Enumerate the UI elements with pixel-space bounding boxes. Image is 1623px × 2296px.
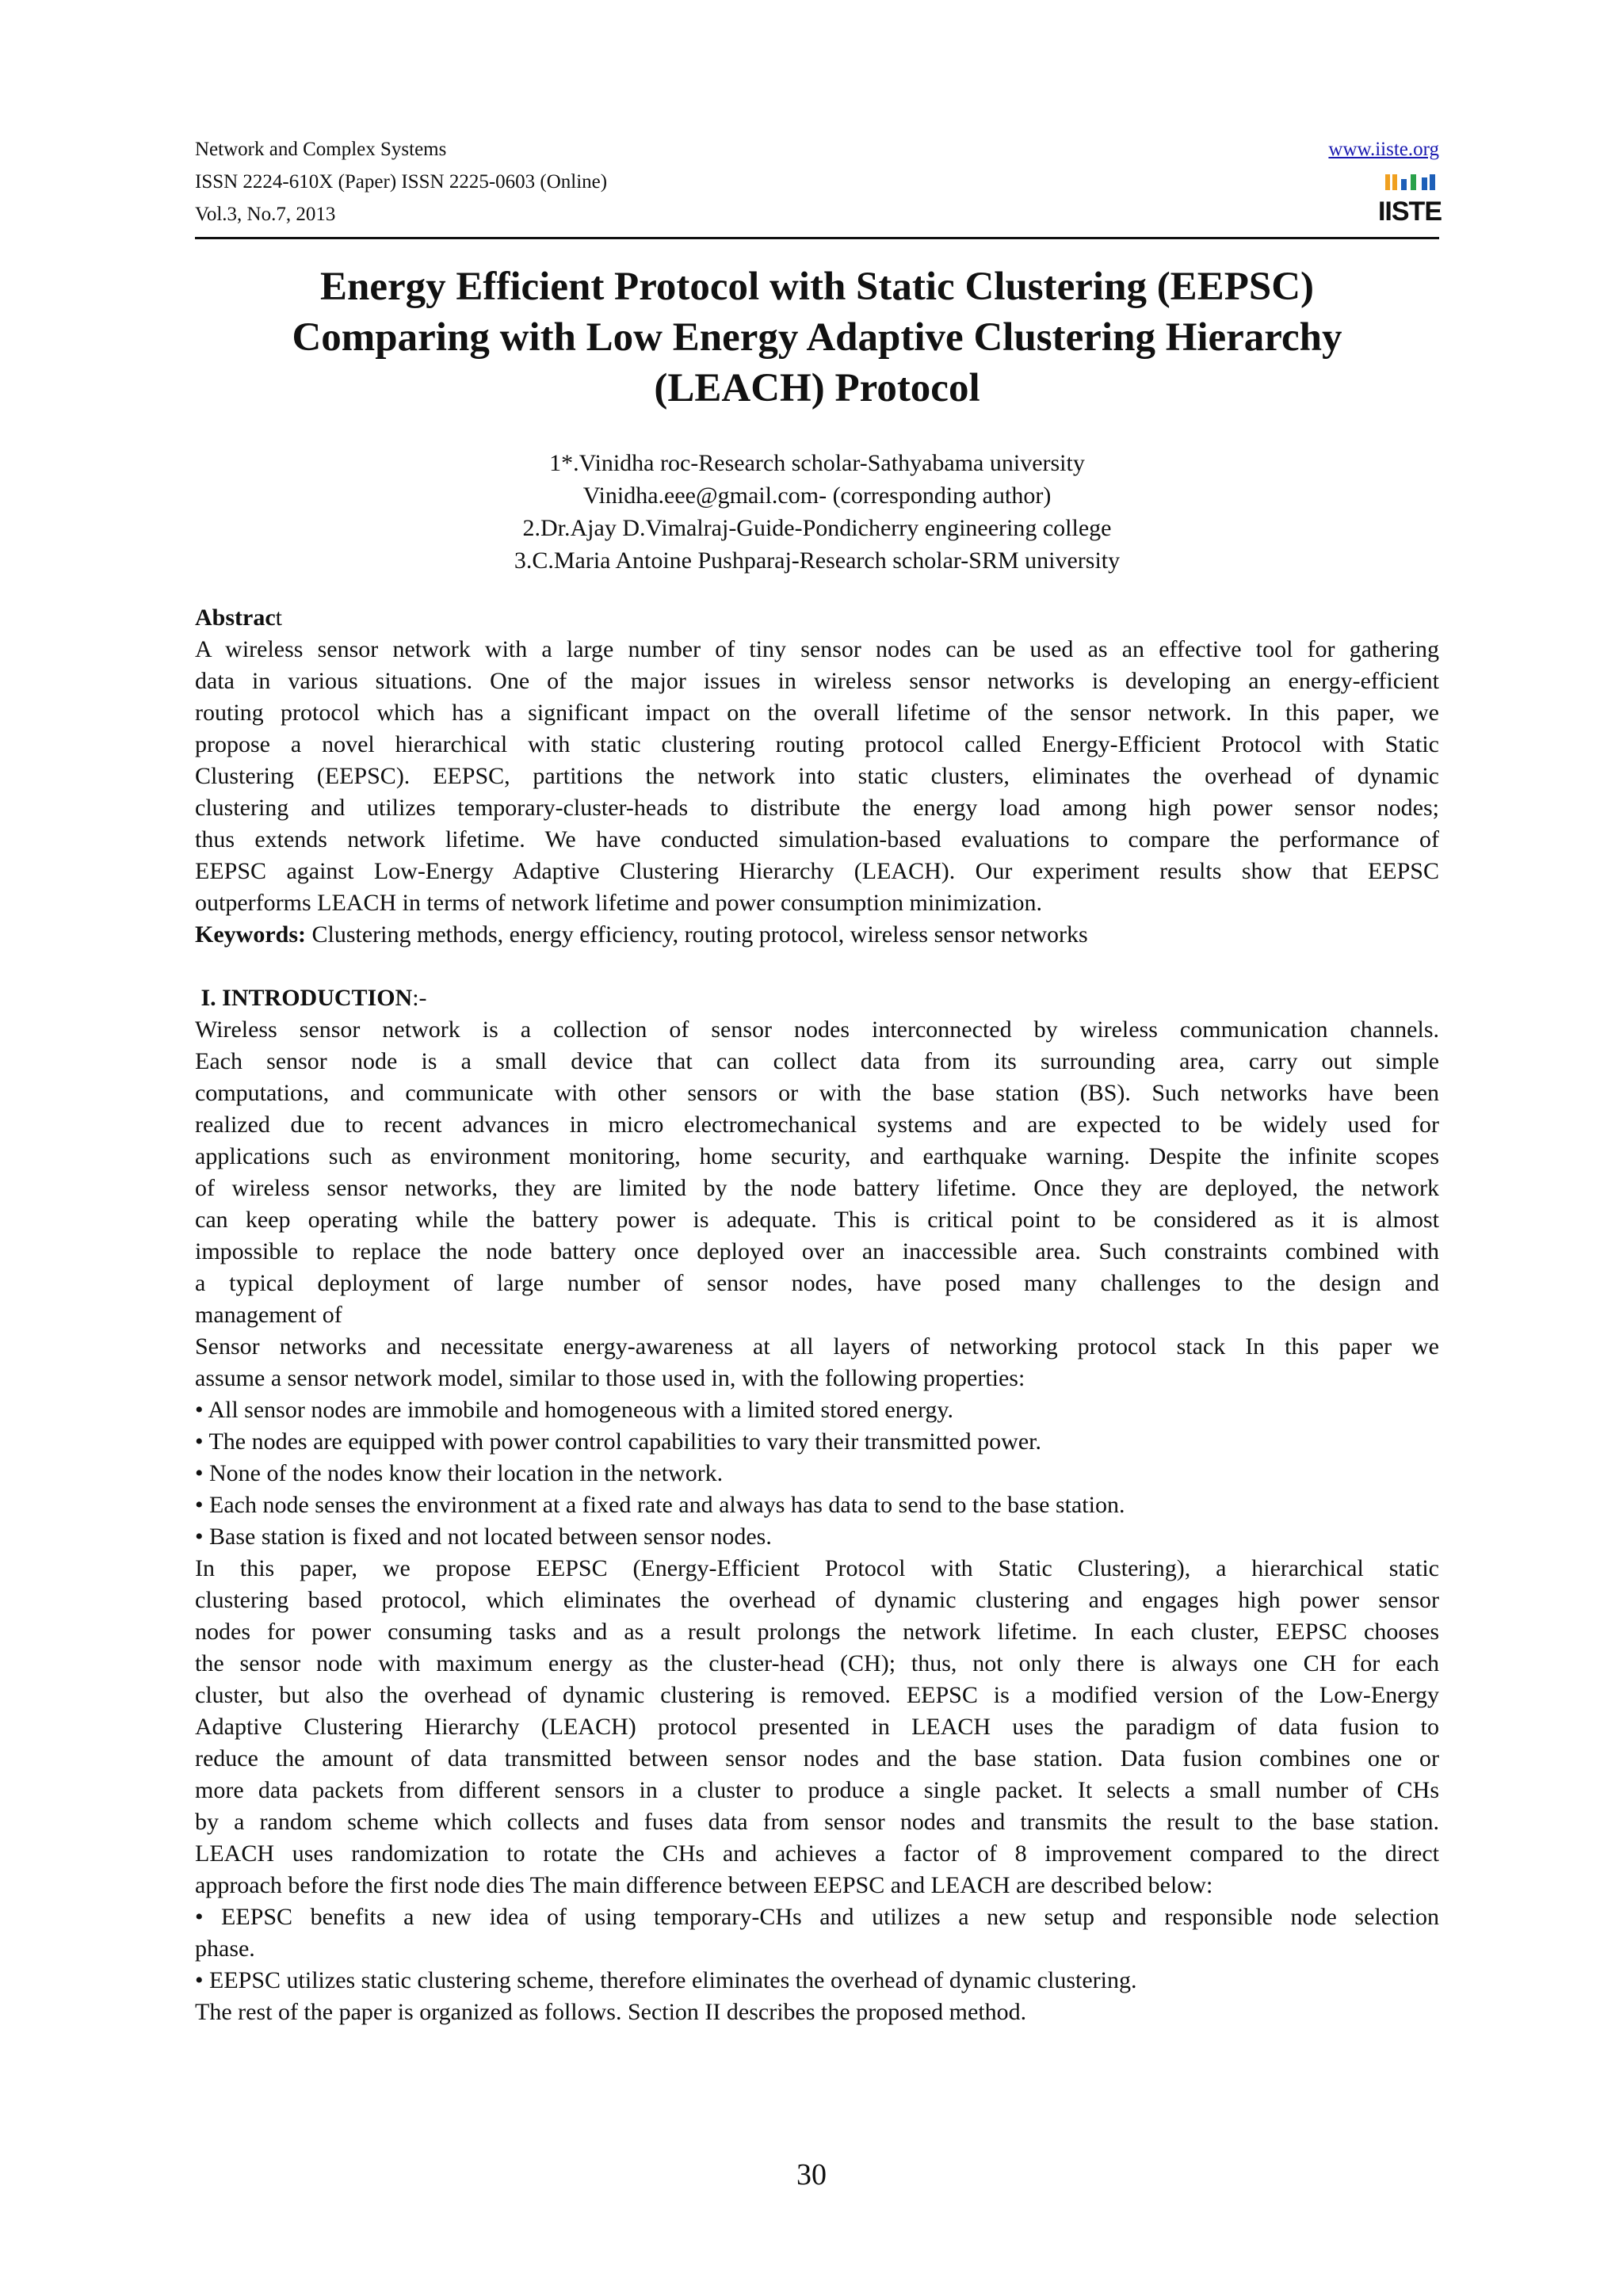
- text-line: EEPSC against Low-Energy Adaptive Clustering Hierarchy (LEACH). Our experiment results show that EEPSC: [195, 858, 1439, 884]
- intro-paragraph-2: [195, 1331, 1439, 1394]
- page-number: 30: [796, 2158, 827, 2191]
- text-line: applications such as environment monitoring, home security, and earthquake warning. Despite the infinite scopes: [195, 1143, 1439, 1169]
- differences-list: [195, 1901, 1439, 1997]
- section-gap: [195, 951, 1439, 982]
- list-item: • The nodes are equipped with power control capabilities to vary their transmitted power.: [195, 1428, 1041, 1455]
- svg-text:IISTE: IISTE: [1377, 196, 1442, 227]
- title-line: (LEACH) Protocol: [654, 366, 980, 410]
- text-line: reduce the amount of data transmitted between sensor nodes and the base station. Data fusion combines one or: [195, 1745, 1439, 1772]
- list-item: • EEPSC utilizes static clustering scheme, therefore eliminates the overhead of dynamic clustering.: [195, 1967, 1137, 1993]
- text-line: assume a sensor network model, similar to those used in, with the following properties:: [195, 1365, 1025, 1391]
- text-line: nodes for power consuming tasks and as a result prolongs the network lifetime. In each cluster, EEPSC chooses: [195, 1619, 1439, 1645]
- list-item: • Each node senses the environment at a fixed rate and always has data to send to the base station.: [195, 1492, 1125, 1518]
- abstract-paragraph: [195, 634, 1439, 919]
- closing-sentence: The rest of the paper is organized as follows. Section II describes the proposed method.: [195, 1999, 1027, 2025]
- issn-line: ISSN 2224-610X (Paper) ISSN 2225-0603 (Online): [195, 171, 608, 193]
- volume-line: Vol.3, No.7, 2013: [195, 204, 336, 225]
- author-block: [195, 447, 1439, 577]
- text-line: can keep operating while the battery power is adequate. This is critical point to be considered as it is almost: [195, 1207, 1439, 1233]
- text-line: In this paper, we propose EEPSC (Energy-Efficient Protocol with Static Clustering), a hierarchical static: [195, 1555, 1439, 1581]
- text-line: cluster, but also the overhead of dynamic clustering is removed. EEPSC is a modified version of the Low-Energy: [195, 1682, 1439, 1708]
- text-line: thus extends network lifetime. We have conducted simulation-based evaluations to compare the performance of: [195, 826, 1439, 852]
- text-line: Wireless sensor network is a collection of sensor nodes interconnected by wireless communication channels.: [195, 1016, 1439, 1043]
- journal-name: Network and Complex Systems: [195, 139, 447, 160]
- author-line: 1*.Vinidha roc-Research scholar-Sathyabama university: [549, 450, 1085, 476]
- text-line: propose a novel hierarchical with static clustering routing protocol called Energy-Efficient Protocol with Static: [195, 731, 1439, 757]
- paper-body: [195, 602, 1439, 2028]
- text-line: clustering based protocol, which eliminates the overhead of dynamic clustering and engages high power sensor: [195, 1587, 1439, 1613]
- list-item: • None of the nodes know their location in the network.: [195, 1460, 724, 1486]
- journal-url-link[interactable]: www.iiste.org: [1328, 139, 1439, 160]
- text-line: Adaptive Clustering Hierarchy (LEACH) protocol presented in LEACH uses the paradigm of data fusion to: [195, 1714, 1439, 1740]
- intro-paragraph-3: [195, 1553, 1439, 1901]
- list-item-continuation: phase.: [195, 1936, 255, 1962]
- running-header: [195, 133, 1442, 231]
- properties-list: [195, 1394, 1439, 1553]
- text-line: Sensor networks and necessitate energy-awareness at all layers of networking protocol stack In this paper we: [195, 1333, 1439, 1360]
- text-line: computations, and communicate with other sensors or with the base station (BS). Such networks have been: [195, 1080, 1439, 1106]
- text-line: management of: [195, 1302, 342, 1328]
- text-line: Clustering (EEPSC). EEPSC, partitions the network into static clusters, eliminates the overhead of dynamic: [195, 763, 1439, 789]
- author-line: 2.Dr.Ajay D.Vimalraj-Guide-Pondicherry engineering college: [522, 515, 1112, 541]
- introduction-heading: I. INTRODUCTION:-: [195, 985, 427, 1011]
- text-line: impossible to replace the node battery once deployed over an inaccessible area. Such constraints combined with: [195, 1238, 1439, 1264]
- text-line: routing protocol which has a significant impact on the overall lifetime of the sensor network. In this paper, we: [195, 700, 1439, 726]
- title-line: Energy Efficient Protocol with Static Clustering (EEPSC): [319, 265, 1315, 309]
- text-line: clustering and utilizes temporary-cluster-heads to distribute the energy load among high power sensor nodes;: [195, 795, 1439, 821]
- author-line: 3.C.Maria Antoine Pushparaj-Research scholar-SRM university: [514, 547, 1121, 574]
- list-item: • Base station is fixed and not located between sensor nodes.: [195, 1524, 772, 1550]
- text-line: realized due to recent advances in micro electromechanical systems and are expected to be widely used for: [195, 1112, 1439, 1138]
- title-line: Comparing with Low Energy Adaptive Clustering Hierarchy: [292, 315, 1342, 360]
- text-line: by a random scheme which collects and fuses data from sensor nodes and transmits the result to the base station.: [195, 1809, 1439, 1835]
- abstract-heading: Abstract: [195, 605, 282, 631]
- intro-paragraph-1: [195, 1014, 1439, 1331]
- text-line: data in various situations. One of the major issues in wireless sensor networks is developing an energy-efficient: [195, 668, 1439, 694]
- text-line: LEACH uses randomization to rotate the CHs and achieves a factor of 8 improvement compared to the direct: [195, 1840, 1439, 1867]
- text-line: Each sensor node is a small device that can collect data from its surrounding area, carry out simple: [195, 1048, 1439, 1074]
- text-line: a typical deployment of large number of sensor nodes, have posed many challenges to the design and: [195, 1270, 1439, 1296]
- text-line: the sensor node with maximum energy as the cluster-head (CH); thus, not only there is always one CH for each: [195, 1650, 1439, 1676]
- author-email: Vinidha.eee@gmail.com- (corresponding author): [582, 482, 1052, 509]
- text-line: A wireless sensor network with a large number of tiny sensor nodes can be used as an effective tool for gathering: [195, 636, 1439, 662]
- paper-title: [195, 261, 1439, 414]
- list-item: • EEPSC benefits a new idea of using temporary-CHs and utilizes a new setup and responsible node selection: [195, 1904, 1439, 1930]
- keywords-line: Keywords: Clustering methods, energy efficiency, routing protocol, wireless sensor networks: [195, 921, 1088, 948]
- list-item: • All sensor nodes are immobile and homogeneous with a limited stored energy.: [195, 1397, 953, 1423]
- text-line: outperforms LEACH in terms of network lifetime and power consumption minimization.: [195, 890, 1042, 916]
- header-rule: [195, 237, 1439, 239]
- text-line: approach before the first node dies The main difference between EEPSC and LEACH are described below:: [195, 1872, 1213, 1898]
- text-line: of wireless sensor networks, they are limited by the node battery lifetime. Once they are deployed, the network: [195, 1175, 1439, 1201]
- text-line: more data packets from different sensors in a cluster to produce a single packet. It selects a small number of CHs: [195, 1777, 1439, 1803]
- iiste-logo: [1377, 171, 1442, 227]
